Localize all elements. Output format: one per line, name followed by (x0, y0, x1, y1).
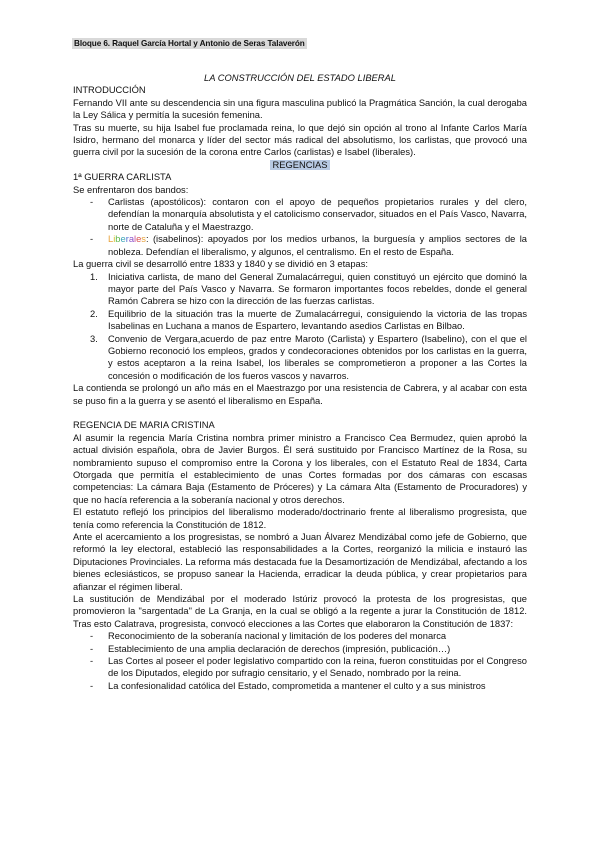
intro-paragraph-1: Fernando VII ante su descendencia sin una figura masculina publicó la Pragmática Sanción, la cual derogaba la Ley Sálica y permitía la sucesión femenina. (73, 97, 527, 121)
list-item: - Las Cortes al poseer el poder legislativo compartido con la reina, fueron constituidas por el Congreso de los Diputados, elegido por sufragio censitario, y el Senado, nombrado por la reina. (90, 655, 527, 680)
constitution-points-list (73, 630, 527, 692)
list-item: 2. Equilibrio de la situación tras la muerte de Zumalacárregui, consiguiendo la victoria de las tropas Isabelinas en Luchana a manos de Espartero, levantando asedios Carlistas en Bilbao. (90, 308, 527, 332)
war-sides-list (73, 196, 527, 258)
regencias-heading: REGENCIAS (272, 159, 328, 170)
list-item: - Carlistas (apostólicos): contaron con el apoyo de pequeños propietarios rurales y del clero, defendían la monarquía absolutista y el catolicismo conservador, situados en el País Vasco, Navarra, norte de Cataluña y el Maestrazgo. (90, 196, 527, 233)
list-item: - Establecimiento de una amplia declaración de derechos (impresión, publicación…) (90, 643, 527, 655)
section-heading-regency: REGENCIA DE MARIA CRISTINA (73, 420, 215, 431)
section-heading-carlist-war: 1ª GUERRA CARLISTA (73, 172, 172, 183)
page-header: Bloque 6. Raquel García Hortal y Antonio de Seras Talaverón (74, 39, 305, 48)
war-intro: Se enfrentaron dos bandos: (73, 184, 189, 195)
document-title: LA CONSTRUCCIÓN DEL ESTADO LIBERAL (204, 73, 396, 83)
list-item: - Reconocimiento de la soberanía nacional y limitación de los poderes del monarca (90, 630, 527, 642)
list-item: 3. Convenio de Vergara,acuerdo de paz entre Maroto (Carlista) y Espartero (Isabelino), con el que el Gobierno reconoció los empleos, grados y condecoraciones obtenidos por los carlistas en la guerra, y estos aceptaron a la reina Isabel, los liberales se comprometieron a proponer a las Cortes la concesión o modificación de los fueros vascos y navarros. (90, 333, 527, 381)
list-item: - Liberales: (isabelinos): apoyados por los medios urbanos, la burguesía y amplios sectores de la nobleza. Defendían el liberalismo, y algunos, el centralismo. En el resto de España. (90, 233, 527, 258)
regency-paragraph-1: Al asumir la regencia María Cristina nombra primer ministro a Francisco Cea Bermudez, quien aprobó la actual división española, obra de Javier Burgos. Él será sustituido por Francisco Martínez de la Rosa, su nombramiento supuso el compromiso entre la Corona y los liberales, con el Estatuto Real de 1834, Carta Otorgada que permitía el establecimiento de unas Cortes formadas por dos cámaras con escasas competencias: La cámara Baja (Estamento de Próceres) y La cámara Alta (Estamento de Procuradores) y que no hacía referencia a la soberanía nacional y otros derechos. (73, 432, 527, 505)
list-item: - La confesionalidad católica del Estado, comprometida a mantener el culto y a sus ministros (90, 680, 527, 692)
war-conclusion: La contienda se prolongó un año más en el Maestrazgo por una resistencia de Cabrera, y al acabar con esta se puso fin a la guerra y se asentó el liberalismo en España. (73, 383, 527, 406)
liberales-colored-label: Liberales (108, 234, 146, 245)
section-heading-intro: INTRODUCCIÓN (73, 85, 146, 96)
document-body (73, 72, 527, 692)
war-stages-list (73, 271, 527, 383)
regency-paragraph-4: La sustitución de Mendizábal por el moderado Istúriz provocó la protesta de los progresistas, que promovieron la "sargentada" de La Granja, en la cual se obligó a la regente a jurar la Constitución de 1812. Tras esto Calatrava, progresista, convocó elecciones a las Cortes que elaboraron la Constitución de 1837: (73, 594, 527, 629)
regency-paragraph-2: El estatuto reflejó los principios del liberalismo moderado/doctrinario frente al liberalismo progresista, que tenía como referencia la Constitución de 1812. (73, 507, 527, 530)
regency-paragraph-3: Ante el acercamiento a los progresistas, se nombró a Juan Álvarez Mendizábal como jefe de Gobierno, que reformó la ley electoral, estableció las responsabilidades a la Cortes, reorganizó la milicia e instauró las Diputaciones Provinciales. La reforma más destacada fue la Desamortización de Mendizábal, afectando a los bienes eclesiásticos, se propuso sanear la Hacienda, erradicar la deuda pública, y crear propietarios para afianzar el régimen liberal. (73, 532, 527, 592)
intro-paragraph-2: Tras su muerte, su hija Isabel fue proclamada reina, lo que dejó sin opción al trono al Infante Carlos María Isidro, hermano del monarca y líder del sector más radical del absolutismo, los carlistas, que provocó una guerra civil por la sucesión de la corona entre Carlos (carlistas) e Isabel (liberales). (73, 122, 527, 158)
war-stages-intro: La guerra civil se desarrolló entre 1833 y 1840 y se dividió en 3 etapas: (73, 259, 369, 270)
list-item: 1. Iniciativa carlista, de mano del General Zumalacárregui, quien constituyó un ejército que dominó la mayor parte del País Vasco y Navarra. Se formaron importantes focos rebeldes, donde el general Ramón Cabrera se hizo con la dirección de las fuerzas carlistas. (90, 271, 527, 307)
regencias-heading-wrap (73, 159, 527, 171)
